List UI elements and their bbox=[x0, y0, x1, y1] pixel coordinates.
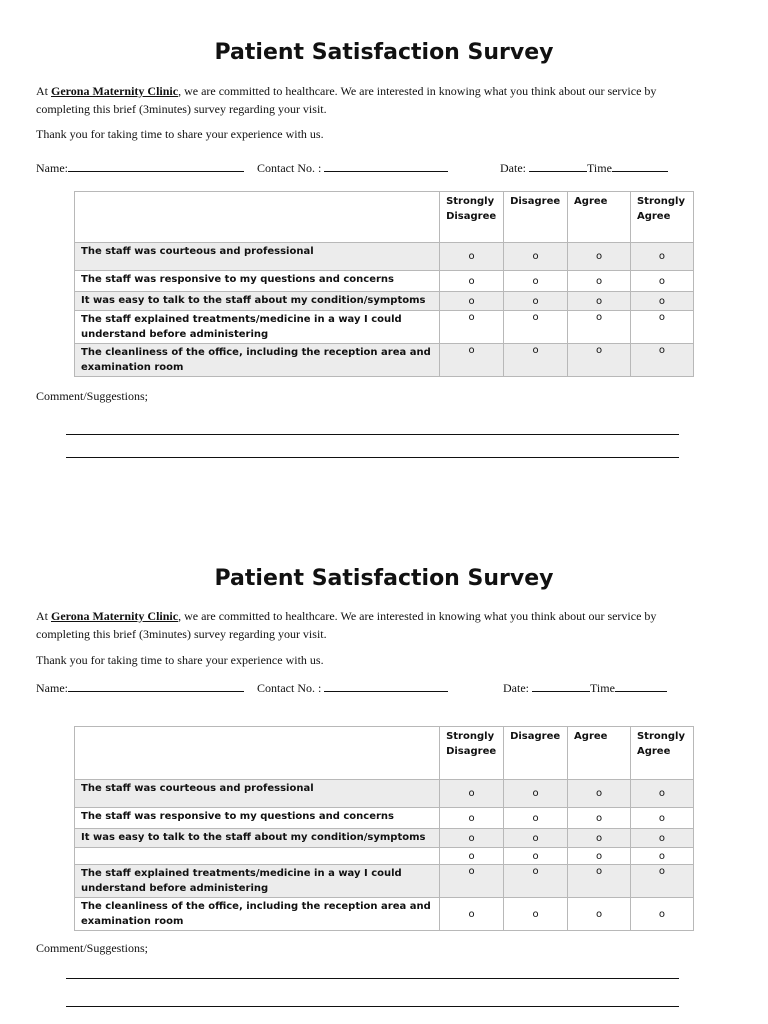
question-text: The staff was responsive to my questions and concerns bbox=[75, 808, 440, 829]
survey-intro bbox=[36, 607, 696, 643]
contact-label: Contact No. : bbox=[257, 161, 325, 175]
table-row bbox=[75, 848, 694, 865]
thanks-text: Thank you for taking time to share your experience with us. bbox=[36, 127, 324, 141]
rating-table bbox=[74, 191, 694, 377]
radio-agree[interactable]: o bbox=[568, 344, 631, 377]
radio-disagree[interactable]: o bbox=[504, 829, 568, 848]
date-blank[interactable] bbox=[532, 680, 590, 692]
radio-agree[interactable]: o bbox=[568, 292, 631, 311]
radio-disagree[interactable]: o bbox=[504, 780, 568, 808]
radio-agree[interactable]: o bbox=[568, 829, 631, 848]
table-row bbox=[75, 243, 694, 271]
comment-line-2[interactable] bbox=[66, 457, 679, 458]
radio-agree[interactable]: o bbox=[568, 780, 631, 808]
radio-strongly-disagree[interactable]: o bbox=[440, 780, 504, 808]
table-row bbox=[75, 829, 694, 848]
table-row bbox=[75, 780, 694, 808]
contact-blank[interactable] bbox=[324, 680, 448, 692]
radio-strongly-agree[interactable]: o bbox=[630, 344, 693, 377]
comment-label: Comment/Suggestions; bbox=[36, 389, 149, 403]
question-text: The staff was courteous and professional bbox=[75, 243, 440, 271]
name-field[interactable] bbox=[36, 160, 244, 176]
name-blank[interactable] bbox=[68, 680, 244, 692]
name-blank[interactable] bbox=[68, 160, 244, 172]
survey-title: Patient Satisfaction Survey bbox=[214, 40, 554, 65]
comment-line-1[interactable] bbox=[66, 978, 679, 979]
name-label: Name: bbox=[36, 161, 68, 175]
radio-strongly-agree[interactable]: o bbox=[630, 808, 693, 829]
table-row bbox=[75, 898, 694, 931]
survey-form-1 bbox=[0, 40, 768, 470]
question-text bbox=[75, 848, 440, 865]
header-cell-question bbox=[75, 192, 440, 243]
radio-strongly-disagree[interactable]: o bbox=[440, 271, 504, 292]
radio-strongly-disagree[interactable]: o bbox=[440, 808, 504, 829]
radio-agree[interactable]: o bbox=[568, 808, 631, 829]
time-label: Time bbox=[590, 681, 615, 695]
time-blank[interactable] bbox=[615, 680, 667, 692]
time-blank[interactable] bbox=[612, 160, 668, 172]
radio-disagree[interactable]: o bbox=[504, 311, 568, 344]
name-label: Name: bbox=[36, 681, 68, 695]
radio-disagree[interactable]: o bbox=[504, 898, 568, 931]
question-text: The staff explained treatments/medicine in a way I could understand before administering bbox=[75, 311, 440, 344]
date-field[interactable] bbox=[503, 680, 667, 696]
radio-disagree[interactable]: o bbox=[504, 292, 568, 311]
question-text: The staff was responsive to my questions and concerns bbox=[75, 271, 440, 292]
radio-strongly-agree[interactable]: o bbox=[630, 780, 693, 808]
comment-line-2[interactable] bbox=[66, 1006, 679, 1007]
clinic-name: Gerona Maternity Clinic bbox=[51, 84, 179, 98]
radio-strongly-disagree[interactable]: o bbox=[440, 898, 504, 931]
table-row bbox=[75, 865, 694, 898]
table-row bbox=[75, 311, 694, 344]
date-label: Date: bbox=[500, 161, 529, 175]
rating-table bbox=[74, 726, 694, 931]
intro-suffix: , we are committed to healthcare. We are interested in knowing what you think about our service by completing this brief (3minutes) survey regarding your visit. bbox=[36, 609, 657, 641]
clinic-name: Gerona Maternity Clinic bbox=[51, 609, 179, 623]
radio-agree[interactable]: o bbox=[568, 311, 631, 344]
header-strongly-agree: Strongly Agree bbox=[630, 192, 693, 243]
radio-strongly-disagree[interactable]: o bbox=[440, 848, 504, 865]
date-label: Date: bbox=[503, 681, 532, 695]
intro-prefix: At bbox=[36, 609, 51, 623]
question-text: It was easy to talk to the staff about my condition/symptoms bbox=[75, 829, 440, 848]
header-row bbox=[75, 192, 694, 243]
radio-disagree[interactable]: o bbox=[504, 344, 568, 377]
header-row bbox=[75, 727, 694, 780]
radio-strongly-disagree[interactable]: o bbox=[440, 311, 504, 344]
radio-strongly-agree[interactable]: o bbox=[630, 311, 693, 344]
radio-strongly-disagree[interactable]: o bbox=[440, 829, 504, 848]
radio-strongly-agree[interactable]: o bbox=[630, 829, 693, 848]
contact-label: Contact No. : bbox=[257, 681, 325, 695]
question-text: The staff explained treatments/medicine in a way I could understand before administering bbox=[75, 865, 440, 898]
radio-strongly-disagree[interactable]: o bbox=[440, 865, 504, 898]
header-agree: Agree bbox=[568, 727, 631, 780]
radio-disagree[interactable]: o bbox=[504, 865, 568, 898]
header-strongly-agree: Strongly Agree bbox=[630, 727, 693, 780]
radio-strongly-agree[interactable]: o bbox=[630, 292, 693, 311]
radio-strongly-agree[interactable]: o bbox=[630, 848, 693, 865]
contact-blank[interactable] bbox=[324, 160, 448, 172]
radio-strongly-disagree[interactable]: o bbox=[440, 344, 504, 377]
date-blank[interactable] bbox=[529, 160, 587, 172]
survey-title: Patient Satisfaction Survey bbox=[214, 566, 554, 591]
question-text: The staff was courteous and professional bbox=[75, 780, 440, 808]
header-cell-question bbox=[75, 727, 440, 780]
intro-suffix: , we are committed to healthcare. We are interested in knowing what you think about our service by completing this brief (3minutes) survey regarding your visit. bbox=[36, 84, 657, 116]
date-field[interactable] bbox=[500, 160, 668, 176]
header-disagree: Disagree bbox=[504, 192, 568, 243]
table-row bbox=[75, 344, 694, 377]
radio-strongly-disagree[interactable]: o bbox=[440, 292, 504, 311]
name-field[interactable] bbox=[36, 680, 244, 696]
comment-label: Comment/Suggestions; bbox=[36, 941, 149, 955]
radio-strongly-disagree[interactable]: o bbox=[440, 243, 504, 271]
table-row bbox=[75, 292, 694, 311]
question-text: The cleanliness of the office, including the reception area and examination room bbox=[75, 898, 440, 931]
question-text: The cleanliness of the office, including the reception area and examination room bbox=[75, 344, 440, 377]
radio-strongly-agree[interactable]: o bbox=[630, 898, 693, 931]
contact-field[interactable] bbox=[257, 680, 448, 696]
time-label: Time bbox=[587, 161, 612, 175]
thanks-text: Thank you for taking time to share your experience with us. bbox=[36, 653, 324, 667]
radio-disagree[interactable]: o bbox=[504, 808, 568, 829]
question-text: It was easy to talk to the staff about my condition/symptoms bbox=[75, 292, 440, 311]
header-strongly-disagree: Strongly Disagree bbox=[440, 192, 504, 243]
header-disagree: Disagree bbox=[504, 727, 568, 780]
radio-agree[interactable]: o bbox=[568, 865, 631, 898]
header-strongly-disagree: Strongly Disagree bbox=[440, 727, 504, 780]
radio-strongly-agree[interactable]: o bbox=[630, 243, 693, 271]
table-row bbox=[75, 808, 694, 829]
radio-strongly-agree[interactable]: o bbox=[630, 865, 693, 898]
intro-prefix: At bbox=[36, 84, 51, 98]
comment-line-1[interactable] bbox=[66, 434, 679, 435]
header-agree: Agree bbox=[568, 192, 631, 243]
radio-agree[interactable]: o bbox=[568, 898, 631, 931]
radio-agree[interactable]: o bbox=[568, 271, 631, 292]
survey-intro bbox=[36, 82, 696, 118]
table-row bbox=[75, 271, 694, 292]
radio-strongly-agree[interactable]: o bbox=[630, 271, 693, 292]
contact-field[interactable] bbox=[257, 160, 448, 176]
radio-disagree[interactable]: o bbox=[504, 848, 568, 865]
radio-disagree[interactable]: o bbox=[504, 271, 568, 292]
radio-agree[interactable]: o bbox=[568, 243, 631, 271]
radio-agree[interactable]: o bbox=[568, 848, 631, 865]
radio-disagree[interactable]: o bbox=[504, 243, 568, 271]
survey-form-2 bbox=[0, 566, 768, 1024]
